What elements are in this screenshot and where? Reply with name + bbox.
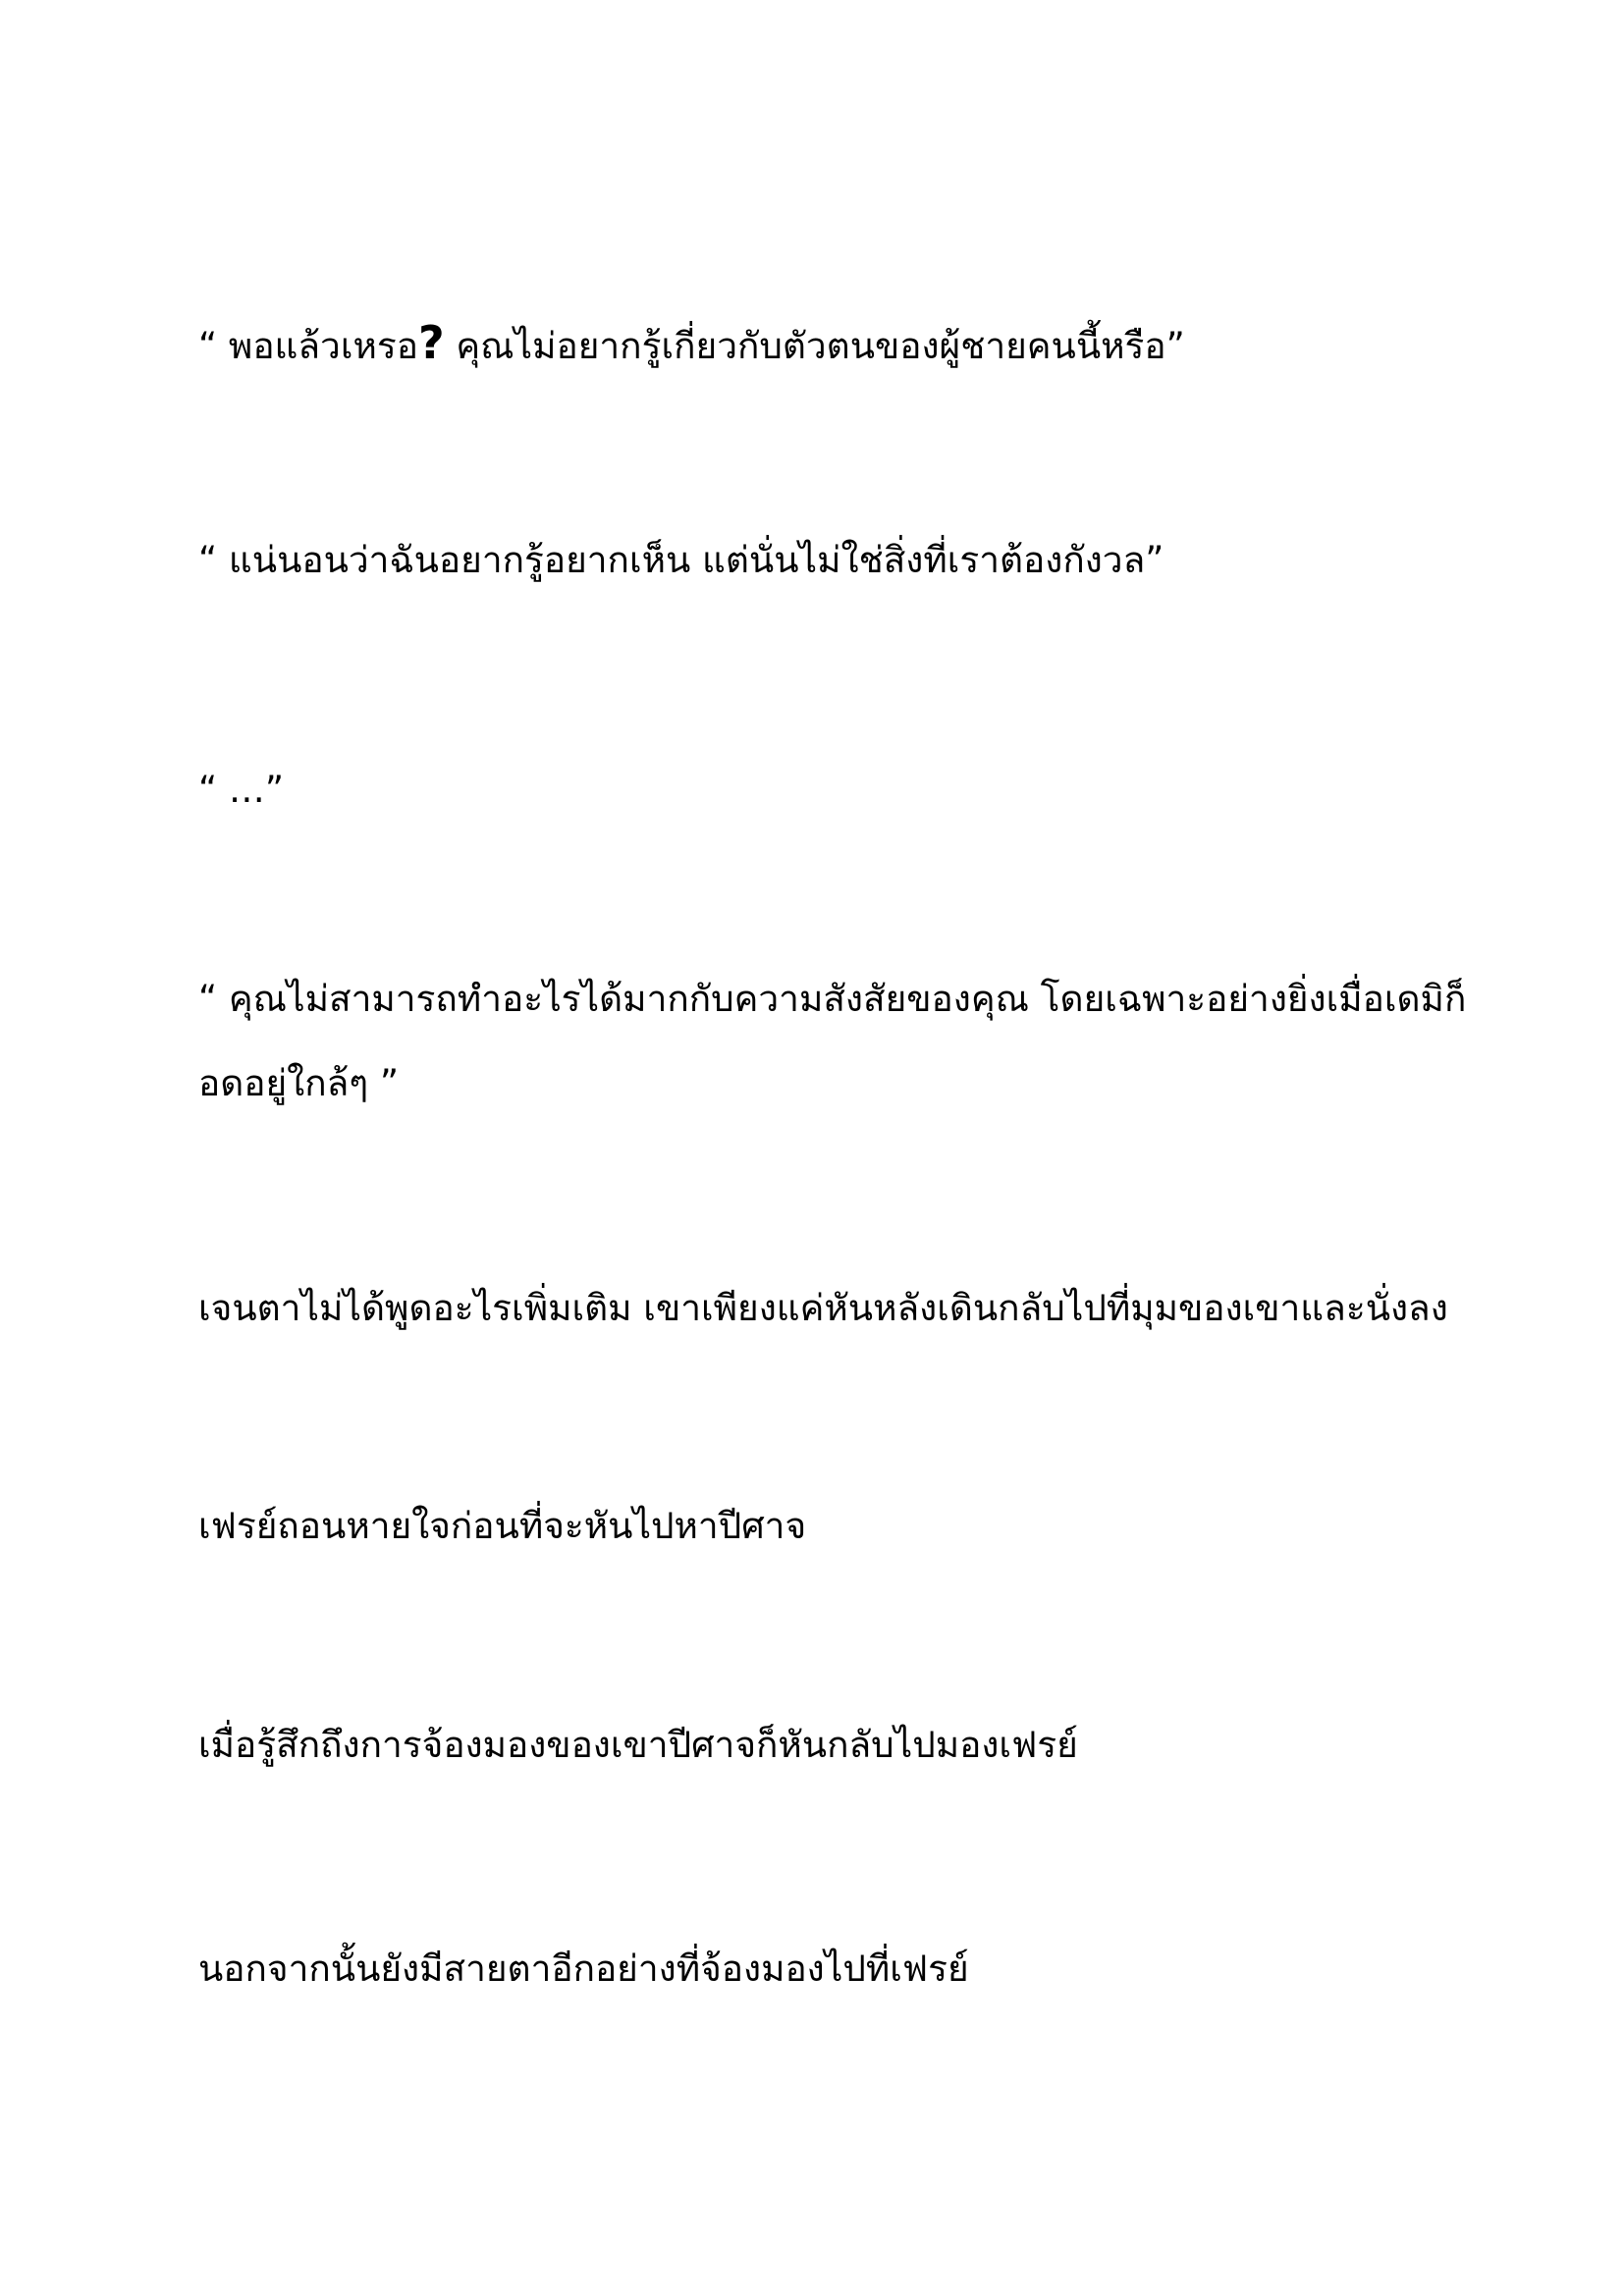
narration-paragraph-7: เมื่อรู้สึกถึงการจ้องมองของเขาปีศาจก็หันกลับไปมองเฟรย์: [198, 1724, 1078, 1766]
paragraph-4-line-1: “ คุณไม่สามารถทำอะไรได้มากกับความสังสัยของคุณ โดยเฉพาะอย่างยิ่งเมื่อเดมิก็: [198, 978, 1467, 1020]
paragraph-1-text-start: “ พอแล้วเหรอ: [198, 325, 418, 367]
paragraph-1-text-end: คุณไม่อยากรู้เกี่ยวกับตัวตนของผู้ชายคนนี้หรือ”: [444, 325, 1185, 367]
narration-paragraph-8: นอกจากนั้นยังมีสายตาอีกอย่างที่จ้องมองไปที่เฟรย์: [198, 1948, 969, 1990]
paragraph-4-line-2: อดอยู่ใกล้ๆ ”: [198, 1062, 400, 1104]
dialogue-paragraph-2: “ แน่นอนว่าฉันอยากรู้อยากเห็น แต่นั่นไม่ใช่สิ่งที่เราต้องกังวล”: [198, 539, 1164, 581]
dialogue-paragraph-3: “ …”: [198, 769, 285, 811]
question-mark: ?: [417, 316, 445, 369]
dialogue-paragraph-4: [198, 957, 1467, 1126]
dialogue-paragraph-1: [198, 300, 1435, 389]
narration-paragraph-6: เฟรย์ถอนหายใจก่อนที่จะหันไปหาปีศาจ: [198, 1505, 807, 1547]
narration-paragraph-5: เจนตาไม่ได้พูดอะไรเพิ่มเติม เขาเพียงแค่หันหลังเดินกลับไปที่มุมของเขาและนั่งลง: [198, 1287, 1448, 1329]
